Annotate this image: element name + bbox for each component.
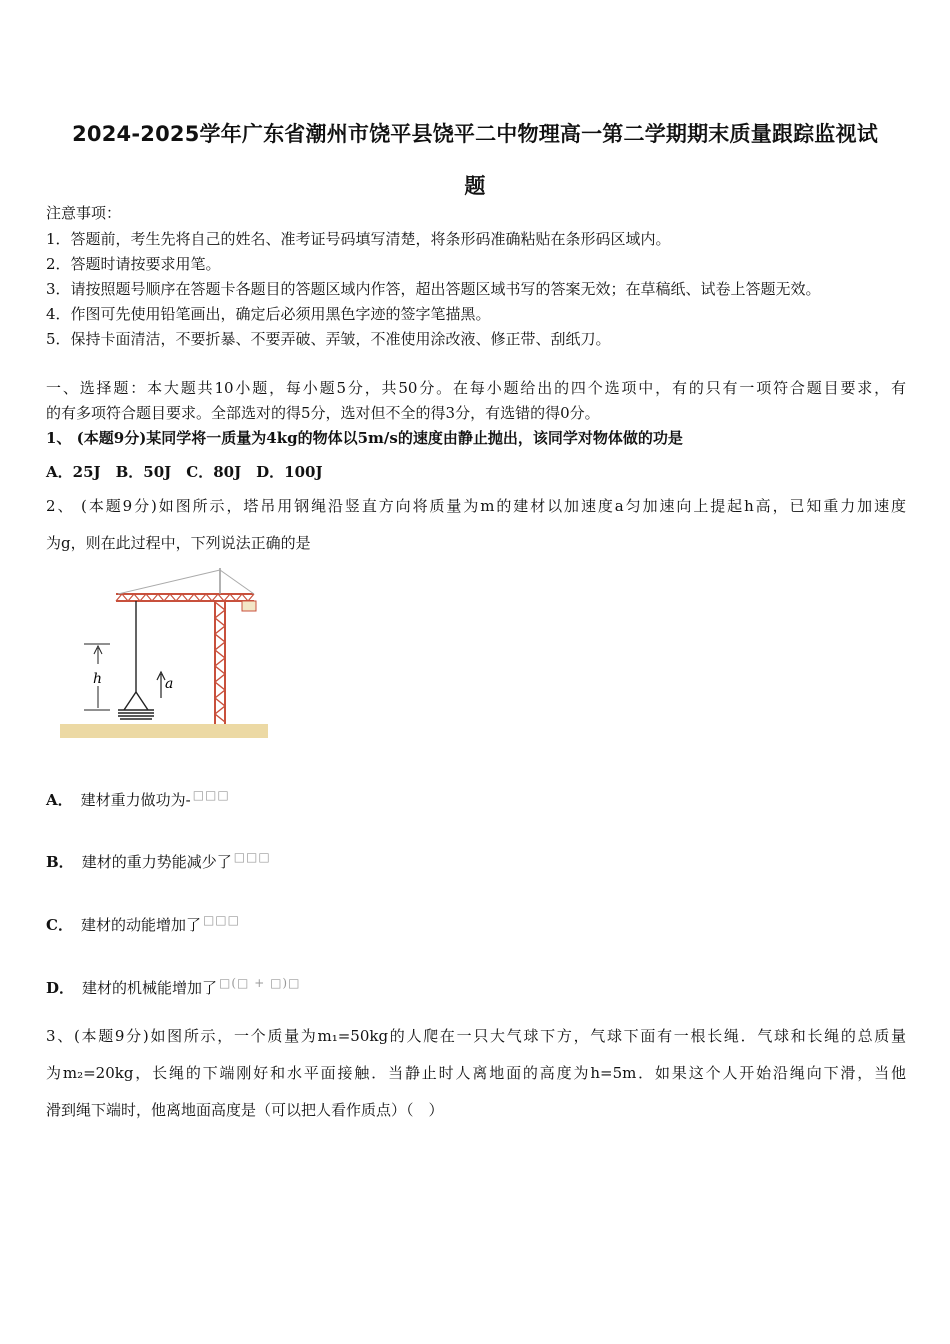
note-item-4: 4．作图可先使用铅笔画出，确定后必须用黑色字迹的签字笔描黑。 xyxy=(46,305,491,323)
question-2-option-a xyxy=(46,788,230,810)
option-label: C． xyxy=(46,916,73,934)
question-2-line-1: 2、 (本题9分)如图所示，塔吊用钢绳沿竖直方向将质量为m的建材以加速度a匀加速向上提起h高，已知重力加速度 xyxy=(46,497,906,515)
option-label: A． xyxy=(46,791,73,809)
crane-tower xyxy=(215,600,225,724)
height-label: h xyxy=(93,671,103,687)
formula-image: □□□ xyxy=(192,788,230,802)
section-intro-line-1: 一、选择题：本大题共10小题，每小题5分，共50分。在每小题给出的四个选项中，有的只有一项符合题目要求，有 xyxy=(46,379,906,397)
building-material-load xyxy=(118,692,154,719)
option-text: 建材的机械能增加了 xyxy=(82,979,218,997)
crane-jib xyxy=(116,568,256,611)
page-title xyxy=(40,108,910,212)
notes-heading: 注意事项： xyxy=(46,204,122,222)
question-2-option-c xyxy=(46,913,240,935)
option-text: 建材的重力势能减少了 xyxy=(81,853,232,871)
acceleration-label: a xyxy=(165,676,174,692)
ground xyxy=(60,724,268,738)
question-2-line-2: 为g，则在此过程中，下列说法正确的是 xyxy=(46,534,311,552)
question-1-text: 1、 (本题9分)某同学将一质量为4kg的物体以5m/s的速度由静止抛出，该同学对物体做的功是 xyxy=(46,429,683,447)
note-item-1: 1．答题前，考生先将自己的姓名、准考证号码填写清楚，将条形码准确粘贴在条形码区域内。 xyxy=(46,230,671,248)
question-3-line-1: 3、(本题9分)如图所示，一个质量为m₁=50kg的人爬在一只大气球下方，气球下面有一根长绳．气球和长绳的总质量 xyxy=(46,1027,906,1045)
option-label: B． xyxy=(46,853,74,871)
question-3-line-2: 为m₂=20kg，长绳的下端刚好和水平面接触．当静止时人离地面的高度为h=5m．如果这个人开始沿绳向下滑，当他 xyxy=(46,1064,906,1082)
tower-crane-figure xyxy=(58,562,270,744)
note-item-3: 3．请按照题号顺序在答题卡各题目的答题区域内作答，超出答题区域书写的答案无效；在草稿纸、试卷上答题无效。 xyxy=(46,280,821,298)
option-text: 建材的动能增加了 xyxy=(80,916,201,934)
section-intro-line-2: 的有多项符合题目要求。全部选对的得5分，选对但不全的得3分，有选错的得0分。 xyxy=(46,404,600,422)
question-2-option-b xyxy=(46,850,271,872)
question-3-line-3: 滑到绳下端时，他离地面高度是（可以把人看作质点）（ ） xyxy=(46,1101,444,1119)
formula-image: □□□ xyxy=(202,913,240,927)
formula-image: □□□ xyxy=(233,850,271,864)
formula-image: □(□ + □)□ xyxy=(219,976,301,990)
title-line-2: 题 xyxy=(464,174,486,198)
height-marker xyxy=(84,644,110,710)
question-1-options: A．25J B．50J C．80J D．100J xyxy=(46,463,323,481)
title-line-1: 2024-2025学年广东省潮州市饶平县饶平二中物理高一第二学期期末质量跟踪监视试 xyxy=(72,122,878,146)
question-2-option-d xyxy=(46,976,300,998)
option-text: 建材重力做功为- xyxy=(80,791,191,809)
note-item-5: 5．保持卡面清洁，不要折暴、不要弄破、弄皱，不准使用涂改液、修正带、刮纸刀。 xyxy=(46,330,611,348)
option-label: D． xyxy=(46,979,75,997)
note-item-2: 2．答题时请按要求用笔。 xyxy=(46,255,221,273)
acceleration-arrow xyxy=(157,672,173,698)
